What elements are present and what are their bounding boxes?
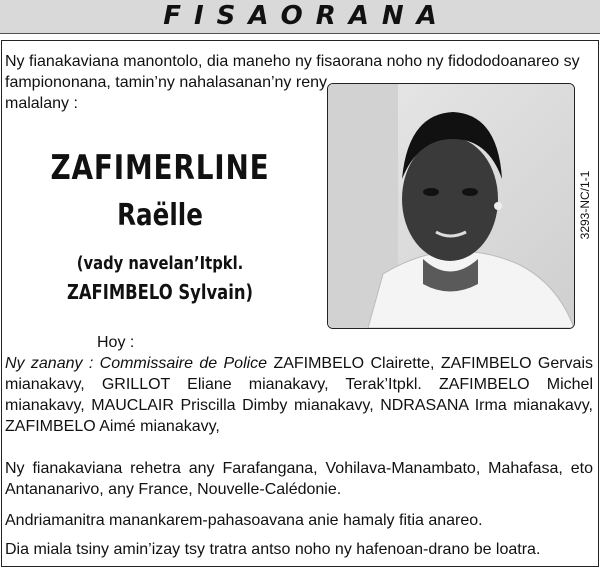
hoy-label: Hoy : <box>97 334 135 351</box>
spouse-line-1: (vady navelan’Itpkl. <box>76 253 244 274</box>
children-list <box>5 353 593 437</box>
family-text: Ny fianakaviana rehetra any Farafangana, Vohilava-Manambato, Mahafasa, eto Antananarivo, any France, Nouvelle-Calédonie. <box>5 460 593 498</box>
header-title: FISAORANA <box>163 1 450 31</box>
children-names: ZAFIMBELO Clairette, ZAFIMBELO Gervais mianakavy, GRILLOT Eliane mianakavy, Terak’Itpkl. ZAFIMBELO Michel mianakavy, MAUCLAIR Priscilla Dimby mianakavy, NDRASANA Irma mianakavy, ZAFIMBELO Aimé mianakavy, <box>5 355 593 435</box>
spouse-line-2: ZAFIMBELO Sylvain) <box>66 280 254 304</box>
portrait-image <box>328 84 574 328</box>
photo-reference-code: 3293-NC/1-1 <box>578 170 592 240</box>
portrait-photo <box>327 83 575 329</box>
blessing-text: Andriamanitra manankarem-pahasoavana anie hamaly fitia anareo. <box>5 512 483 529</box>
children-label: Ny zanany : Commissaire de Police <box>5 355 268 372</box>
thanks-text: Dia miala tsiny amin’izay tsy tratra antso noho ny hafenoan-drano be loatra. <box>5 541 541 558</box>
deceased-surname: ZAFIMERLINE <box>50 148 270 188</box>
intro-text: Ny fianakaviana manontolo, dia maneho ny fisaorana noho ny fidododoanareo sy fampiononana, tamin’ny nahalasanan’ny reny malalany : <box>5 53 580 112</box>
deceased-firstname: Raëlle <box>117 198 203 233</box>
header-banner <box>0 0 600 34</box>
